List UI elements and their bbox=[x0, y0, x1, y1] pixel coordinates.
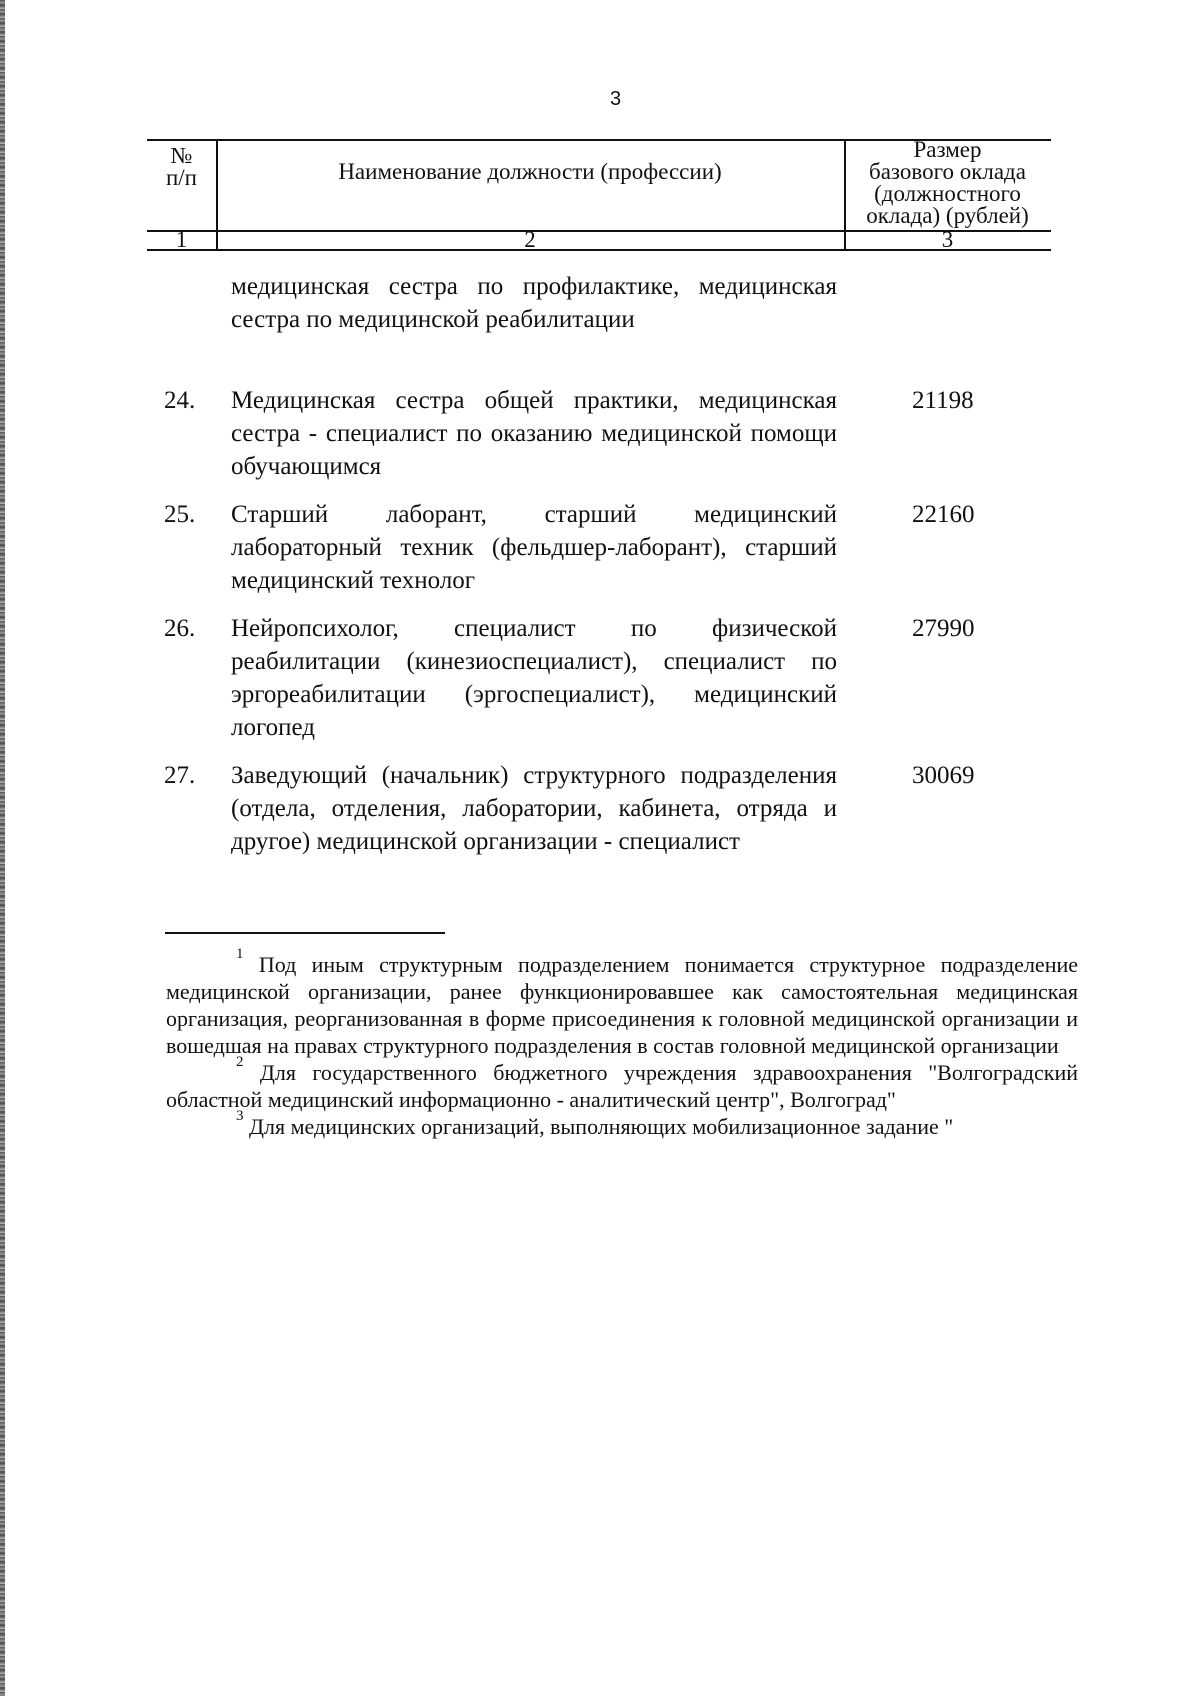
footnote-mark: 2 bbox=[236, 1054, 244, 1070]
row-salary: 22160 bbox=[912, 501, 975, 528]
row-position-name: Нейропсихолог, специалист по физической реабилитации (кинезиоспециалист), специалист по эргореабилитации (эргоспециалист), медицинский логопед bbox=[231, 615, 837, 741]
column-header-number-line2: п/п bbox=[165, 165, 197, 190]
row-position-name: Заведующий (начальник) структурного подразделения (отдела, отделения, лаборатории, кабинета, отряда и другое) медицинской организации - специалист bbox=[231, 762, 837, 855]
footnote-2 bbox=[166, 1054, 1078, 1113]
column-header-number-line1: № bbox=[170, 143, 193, 168]
column-header-position: Наименование должности (профессии) bbox=[338, 159, 722, 184]
footnote-1 bbox=[166, 946, 1079, 1059]
scan-edge bbox=[0, 0, 5, 1696]
column-header-salary-line4: оклада) (рублей) bbox=[866, 203, 1029, 228]
row-position-name: Медицинская сестра общей практики, медицинская сестра - специалист по оказанию медицинской помощи обучающимся bbox=[231, 387, 837, 480]
column-number-3: 3 bbox=[941, 227, 954, 252]
row-position-name: Старший лаборант, старший медицинский лабораторный техник (фельдшер-лаборант), старший медицинский технолог bbox=[231, 501, 837, 594]
footnotes bbox=[166, 946, 1079, 1140]
footnote-mark: 1 bbox=[236, 946, 244, 962]
row-salary: 30069 bbox=[912, 762, 975, 789]
column-header-salary-line1: Размер bbox=[913, 137, 982, 162]
row-number: 25. bbox=[164, 501, 196, 528]
column-header-salary-line3: (должностного bbox=[874, 181, 1021, 206]
row-salary: 21198 bbox=[912, 387, 974, 414]
footnote-text: Для медицинских организаций, выполняющих мобилизационное задание " bbox=[249, 1114, 954, 1139]
footnote-separator bbox=[165, 932, 445, 934]
column-number-1: 1 bbox=[175, 227, 188, 252]
footnote-text: Под иным структурным подразделением понимается структурное подразделение медицинской организации, ранее функционировавшее как самостоятельная медицинская организация, реорганизованная в форме присоединения к головной медицинской организации и вошедшая на правах структурного подразделения в состав головной медицинской организации bbox=[166, 952, 1079, 1058]
row-salary: 27990 bbox=[912, 615, 975, 642]
footnote-mark: 3 bbox=[236, 1108, 244, 1124]
column-header-salary bbox=[844, 139, 1051, 227]
column-header-number bbox=[147, 145, 216, 189]
row-position-name: медицинская сестра по профилактике, медицинская сестра по медицинской реабилитации bbox=[231, 273, 837, 333]
row-number: 24. bbox=[164, 387, 196, 414]
column-number-2: 2 bbox=[524, 227, 536, 252]
table-header bbox=[147, 139, 1051, 251]
row-number: 27. bbox=[164, 762, 196, 789]
footnote-3 bbox=[166, 1108, 1078, 1140]
page-number: 3 bbox=[610, 88, 622, 110]
row-number: 26. bbox=[164, 615, 196, 642]
column-header-salary-line2: базового оклада bbox=[869, 159, 1026, 184]
footnote-text: Для государственного бюджетного учреждения здравоохранения "Волгоградский областной медицинский информационно - аналитический центр", Волгоград" bbox=[166, 1060, 1078, 1112]
